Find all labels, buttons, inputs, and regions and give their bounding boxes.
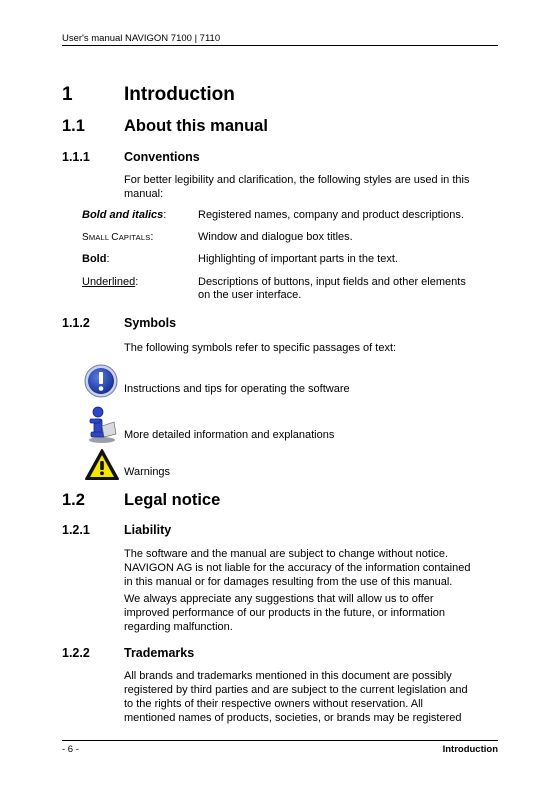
header-rule	[62, 45, 498, 46]
convention-desc: Descriptions of buttons, input fields and other elements on the user interface.	[198, 276, 466, 301]
convention-term: Bold:	[82, 253, 110, 265]
section-title: Legal notice	[124, 491, 221, 509]
symbol-desc: Warnings	[124, 466, 171, 478]
subsection-number: 1.1.2	[62, 316, 90, 330]
subsection-title: Trademarks	[124, 646, 195, 660]
liability-paragraph-1: The software and the manual are subject to change without notice. NAVIGON AG is not liable for the accuracy of the information contained in this manual or for damages resulting from the use of this manual.	[124, 548, 471, 588]
symbol-desc: Instructions and tips for operating the software	[124, 383, 350, 395]
liability-paragraph-2: We always appreciate any suggestions that will allow us to offer improved performance of our products in the future, or information regarding malfunction.	[124, 593, 445, 633]
subsection-title: Symbols	[124, 316, 177, 330]
footer-rule	[62, 740, 498, 741]
subsection-title: Liability	[124, 523, 172, 537]
subsection-title: Conventions	[124, 150, 200, 164]
subsection-number: 1.2.1	[62, 523, 90, 537]
trademarks-paragraph: All brands and trademarks mentioned in this document are possibly registered by third parties and are subject to the current legislation and to the rights of their respective owners without reservation. All mentioned names of products, societies, or brands may be registered	[124, 670, 468, 724]
warning-triangle-icon	[84, 448, 120, 482]
footer-section-title: Introduction	[442, 744, 498, 755]
convention-term: SMALL CAPITALS:	[82, 231, 154, 243]
convention-term: Underlined:	[82, 276, 139, 288]
exclamation-icon	[84, 364, 118, 398]
info-figure-icon	[86, 406, 120, 444]
page-number: - 6 -	[62, 744, 79, 755]
conventions-intro: For better legibility and clarification, the following styles are used in this manual:	[124, 174, 470, 200]
symbol-desc: More detailed information and explanations	[124, 429, 335, 441]
symbols-intro: The following symbols refer to specific passages of text:	[124, 342, 397, 354]
convention-desc: Highlighting of important parts in the text.	[198, 253, 398, 265]
section-title: About this manual	[124, 117, 268, 135]
chapter-number: 1	[62, 84, 73, 105]
page-header: User's manual NAVIGON 7100 | 7110	[62, 33, 221, 44]
section-number: 1.1	[62, 117, 85, 135]
convention-term: Bold and italics:	[82, 209, 167, 221]
convention-desc: Registered names, company and product descriptions.	[198, 209, 464, 221]
convention-desc: Window and dialogue box titles.	[198, 231, 353, 243]
subsection-number: 1.2.2	[62, 646, 90, 660]
section-number: 1.2	[62, 491, 85, 509]
subsection-number: 1.1.1	[62, 150, 90, 164]
chapter-title: Introduction	[124, 84, 235, 105]
